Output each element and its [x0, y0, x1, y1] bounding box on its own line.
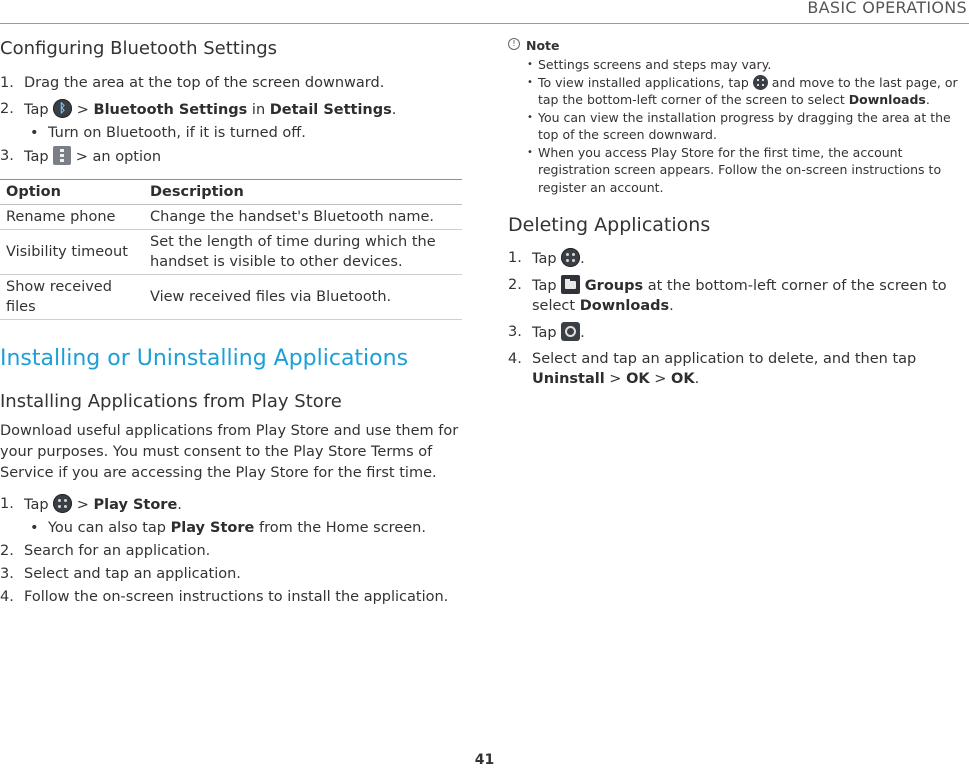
note-item	[508, 109, 963, 144]
bullet: •	[30, 125, 39, 141]
tap-word: Tap	[532, 251, 557, 267]
step-text: Drag the area at the top of the screen downward.	[24, 75, 385, 91]
header-divider	[0, 23, 969, 24]
step-number: 2.	[0, 543, 14, 559]
step-number: 1.	[508, 250, 522, 266]
downloads-label: Downloads	[848, 92, 926, 107]
description-cell: View received files via Bluetooth.	[144, 275, 462, 320]
note-text: When you access Play Store for the first time, the account registration screen appears. Follow the on-screen instructions to register an account.	[538, 144, 942, 195]
gt-symbol: >	[76, 497, 89, 513]
step-number: 4.	[0, 589, 14, 605]
note-label: Note	[526, 38, 560, 53]
tap-word: Tap	[24, 497, 49, 513]
step-text	[532, 275, 963, 316]
bt-step-1	[0, 73, 462, 93]
bt-step-2	[0, 99, 462, 120]
play-store-label: Play Store	[93, 497, 178, 513]
note-heading	[508, 38, 963, 53]
period: .	[669, 298, 674, 314]
option-text: > an option	[75, 149, 162, 165]
delete-step-2	[508, 275, 963, 316]
step-text	[24, 99, 462, 120]
table-row	[0, 205, 462, 230]
header-option: Option	[0, 180, 144, 205]
tap-word: Tap	[24, 149, 49, 165]
install-step-1	[0, 494, 462, 515]
step-text	[532, 248, 963, 269]
delete-section-title: Deleting Applications	[508, 214, 711, 236]
step-number: 3.	[0, 148, 14, 164]
ok-label: OK	[626, 371, 650, 387]
note-text: You can view the installation progress by dragging the area at the top of the screen downward.	[538, 109, 951, 142]
detail-settings-label: Detail Settings	[269, 102, 392, 118]
delete-step-4	[508, 349, 963, 389]
step-text: Follow the on-screen instructions to install the application.	[24, 589, 449, 605]
install-step-1-sub	[0, 518, 462, 538]
note-item	[508, 74, 963, 109]
step-text	[24, 494, 462, 515]
downloads-label: Downloads	[579, 298, 670, 314]
bullet: •	[527, 76, 533, 88]
step-number: 3.	[0, 566, 14, 582]
groups-label: Groups	[584, 278, 644, 294]
bluetooth-settings-label: Bluetooth Settings	[93, 102, 248, 118]
bullet: •	[527, 59, 533, 70]
note-item	[508, 56, 963, 74]
install-step-3	[0, 564, 462, 584]
right-column	[508, 38, 963, 389]
folder-icon[interactable]	[561, 275, 580, 294]
install-step-2	[0, 541, 462, 561]
sub-pre: You can also tap	[48, 520, 166, 536]
step-number: 1.	[0, 75, 14, 91]
left-column	[0, 38, 462, 607]
table-header-row	[0, 180, 462, 205]
option-cell: Show received files	[0, 275, 144, 320]
apps-icon[interactable]	[753, 75, 768, 90]
gear-icon[interactable]	[561, 322, 580, 341]
gt-symbol: >	[609, 371, 622, 387]
step-text	[24, 146, 462, 167]
bullet: •	[30, 520, 39, 536]
option-cell: Visibility timeout	[0, 230, 144, 275]
install-step-4	[0, 587, 462, 607]
bullet: •	[527, 111, 533, 123]
note-item	[508, 144, 963, 197]
note-pre: To view installed applications, tap	[538, 74, 749, 90]
step-number: 4.	[508, 351, 522, 367]
step-text: Select and tap an application.	[24, 566, 241, 582]
delete-step-1	[508, 248, 963, 269]
step-number: 2.	[508, 277, 522, 293]
step-number: 3.	[508, 324, 522, 340]
step-text: Search for an application.	[24, 543, 211, 559]
description-cell: Change the handset's Bluetooth name.	[144, 205, 462, 230]
period: .	[177, 497, 182, 513]
bluetooth-options-table	[0, 179, 462, 320]
apps-icon[interactable]	[53, 494, 72, 513]
install-section-title: Installing or Uninstalling Applications	[0, 346, 409, 371]
tap-word: Tap	[532, 278, 557, 294]
period: .	[925, 92, 930, 107]
bullet: •	[527, 146, 533, 158]
option-cell: Rename phone	[0, 205, 144, 230]
gt-symbol: >	[654, 371, 667, 387]
tap-word: Tap	[24, 102, 49, 118]
period: .	[580, 325, 585, 341]
step-text	[532, 322, 963, 343]
step-main: Select and tap an application to delete, and then tap	[532, 351, 917, 367]
page-number: 41	[474, 752, 495, 768]
step-mid: at the bottom-left corner of the screen to select	[532, 278, 947, 314]
table-row	[0, 230, 462, 275]
note-text: Settings screens and steps may vary.	[538, 57, 772, 72]
sub-text	[48, 518, 462, 538]
apps-icon[interactable]	[561, 248, 580, 267]
period: .	[391, 102, 397, 118]
bluetooth-title: Configuring Bluetooth Settings	[0, 38, 278, 59]
ok-label: OK	[671, 371, 695, 387]
period: .	[580, 251, 585, 267]
description-cell: Set the length of time during which the handset is visible to other devices.	[144, 230, 462, 275]
install-subtitle: Installing Applications from Play Store	[0, 391, 342, 412]
step-number: 1.	[0, 496, 14, 512]
step-text	[532, 349, 963, 389]
play-store-label: Play Store	[170, 520, 255, 536]
uninstall-label: Uninstall	[532, 371, 605, 387]
period: .	[694, 371, 700, 387]
delete-step-3	[508, 322, 963, 343]
in-word: in	[251, 102, 266, 118]
tap-word: Tap	[532, 325, 557, 341]
header-description: Description	[144, 180, 462, 205]
note-mid: and move to the last page, or tap the bottom-left corner of the screen to select	[538, 74, 958, 107]
install-intro: Download useful applications from Play Store and use them for your purposes. You must consent to the Play Store Terms of Service if you are accessing the Play Store for the first time.	[0, 423, 459, 481]
section-header: BASIC OPERATIONS	[807, 0, 967, 17]
sub-text: Turn on Bluetooth, if it is turned off.	[48, 125, 306, 141]
sub-post: from the Home screen.	[258, 520, 426, 536]
menu-icon[interactable]	[53, 146, 71, 165]
bt-step-2-sub	[0, 123, 462, 143]
table-row	[0, 275, 462, 320]
info-icon: !	[508, 38, 520, 50]
note-text	[538, 74, 963, 109]
gt-symbol: >	[76, 102, 89, 118]
bt-step-3	[0, 146, 462, 167]
step-number: 2.	[0, 101, 14, 117]
bluetooth-icon[interactable]: ᛒ	[53, 99, 72, 118]
